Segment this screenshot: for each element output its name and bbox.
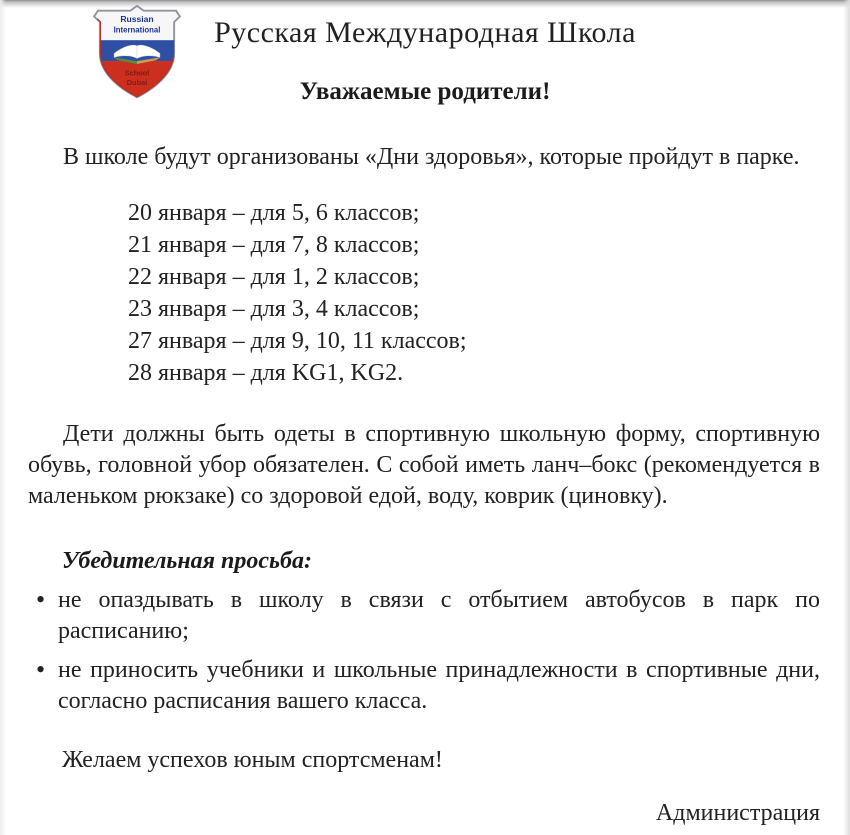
schedule-list bbox=[128, 197, 820, 389]
request-text: не опаздывать в школу в связи с отбытием автобусов в парк по расписанию; bbox=[58, 587, 820, 644]
request-list bbox=[28, 585, 820, 717]
list-item bbox=[28, 655, 820, 717]
schedule-item: 22 января – для 1, 2 классов; bbox=[128, 264, 420, 290]
request-text: не приносить учебники и школьные принадлежности в спортивные дни, согласно расписания вашего класса. bbox=[58, 657, 820, 714]
closing-line: Желаем успехов юным спортсменам! bbox=[62, 747, 443, 773]
logo-text-dubai: Dubai bbox=[126, 77, 148, 87]
schedule-item: 23 января – для 3, 4 классов; bbox=[128, 296, 420, 322]
salutation-heading: Уважаемые родители! bbox=[299, 78, 551, 105]
schedule-item: 27 января – для 9, 10, 11 классов; bbox=[128, 328, 467, 354]
logo-text-international: International bbox=[113, 25, 161, 35]
scan-edge-right bbox=[843, 0, 850, 835]
bullet-icon: • bbox=[36, 585, 46, 614]
signature: Администрация bbox=[655, 800, 820, 826]
letter-body bbox=[28, 142, 820, 829]
page-title: Русская Международная Школа bbox=[214, 16, 636, 49]
schedule-item: 20 января – для 5, 6 классов; bbox=[128, 200, 420, 226]
bullet-icon: • bbox=[36, 655, 46, 684]
list-item bbox=[28, 585, 820, 647]
logo-text-school: School bbox=[124, 68, 150, 78]
schedule-item: 21 января – для 7, 8 классов; bbox=[128, 232, 420, 258]
schedule-item: 28 января – для KG1, KG2. bbox=[128, 360, 404, 386]
scan-edge-left bbox=[0, 0, 6, 835]
request-heading: Убедительная просьба: bbox=[62, 548, 312, 574]
dress-code-paragraph: Дети должны быть одеты в спортивную школьную форму, спортивную обувь, головной убор обязателен. С собой иметь ланч–бокс (рекомендуется в маленьком рюкзаке) со здоровой едой, воду, коврик (циновку). bbox=[28, 421, 820, 509]
logo-text-russian: Russian bbox=[120, 14, 154, 25]
intro-paragraph: В школе будут организованы «Дни здоровья», которые пройдут в парке. bbox=[63, 144, 800, 170]
